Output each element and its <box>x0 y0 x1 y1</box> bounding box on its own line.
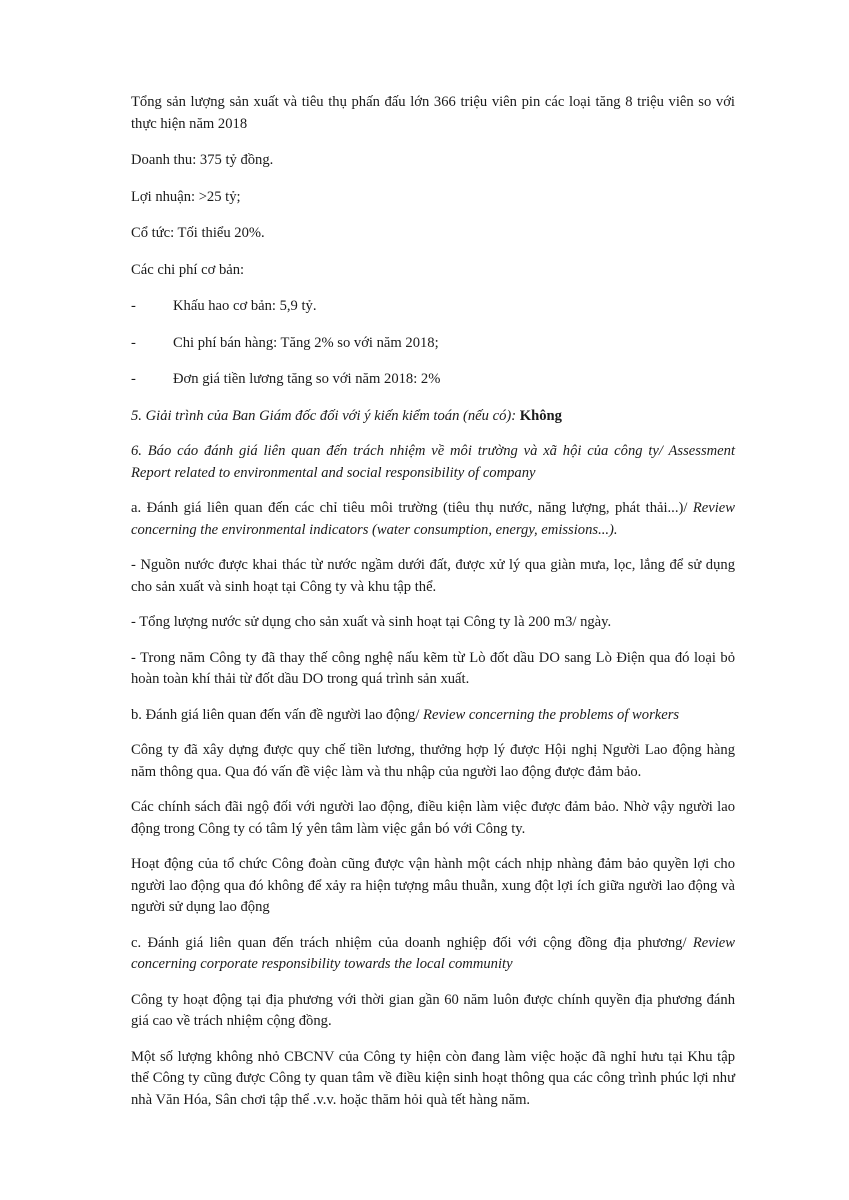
costs-heading: Các chi phí cơ bản: <box>131 261 245 278</box>
subsection-b-vi: b. Đánh giá liên quan đến vấn đề người lao động/ <box>131 706 420 723</box>
community-item: Một số lượng không nhỏ CBCNV của Công ty hiện còn đang làm việc hoặc đã nghỉ hưu tại Khu tập thể Công ty cũng được Công ty quan tâm về điều kiện sinh hoạt thông qua các công trình phúc lợi như nhà Văn Hóa, Sân chơi tập thể .v.v. hoặc thăm hỏi quà tết hàng năm. <box>131 1048 735 1108</box>
subsection-a-heading <box>131 498 735 541</box>
subsection-b-heading <box>131 705 735 727</box>
section-6-heading-text: 6. Báo cáo đánh giá liên quan đến trách nhiệm về môi trường và xã hội của công ty/ Assessment Report related to environmental and social responsibility of company <box>131 443 735 481</box>
cost-item-text: Chi phí bán hàng: Tăng 2% so với năm 2018; <box>173 334 439 351</box>
subsection-a-vi: a. Đánh giá liên quan đến các chỉ tiêu môi trường (tiêu thụ nước, năng lượng, phát thải...)/ <box>131 500 688 516</box>
cost-item <box>131 369 735 391</box>
worker-item: Hoạt động của tổ chức Công đoàn cũng được vận hành một cách nhịp nhàng đảm bảo quyền lợi cho người lao động qua đó không để xảy ra hiện tượng mâu thuẫn, xung đột lợi ích giữa người lao động và người sử dụng lao động <box>131 856 735 915</box>
cost-item <box>131 333 735 355</box>
section-5-answer: Không <box>519 407 562 424</box>
env-item: - Nguồn nước được khai thác từ nước ngầm dưới đất, được xử lý qua giàn mưa, lọc, lắng để sử dụng cho sản xuất và sinh hoạt tại Công ty và khu tập thể. <box>131 557 735 595</box>
worker-item: Các chính sách đãi ngộ đối với người lao động, điều kiện làm việc được đảm bảo. Nhờ vậy người lao động trong Công ty có tâm lý yên tâm làm việc gắn bó với Công ty. <box>131 799 735 837</box>
revenue-target: Doanh thu: 375 tỷ đồng. <box>131 152 274 168</box>
cost-item <box>131 296 735 318</box>
subsection-c-vi: c. Đánh giá liên quan đến trách nhiệm của doanh nghiệp đối với cộng đồng địa phương/ <box>131 934 687 951</box>
dash-marker: - <box>131 371 136 387</box>
subsection-a-en: Review concerning the environmental indicators (water consumption, energy, emissions...). <box>131 500 735 538</box>
env-item: - Trong năm Công ty đã thay thế công nghệ nấu kẽm từ Lò đốt dầu DO sang Lò Điện qua đó loại bỏ hoàn toàn khí thải từ đốt dầu DO trong quá trình sản xuất. <box>131 649 735 687</box>
cost-item-text: Đơn giá tiền lương tăng so với năm 2018: 2% <box>173 371 441 387</box>
subsection-c-heading <box>131 933 735 976</box>
section-6-heading <box>131 441 735 484</box>
section-5-text: 5. Giải trình của Ban Giám đốc đối với ý kiến kiểm toán (nếu có): <box>131 407 517 424</box>
subsection-c-en: Review concerning corporate responsibility towards the local community <box>131 934 735 972</box>
dash-marker: - <box>131 298 136 314</box>
dash-marker: - <box>131 334 136 351</box>
env-item: - Tổng lượng nước sử dụng cho sản xuất và sinh hoạt tại Công ty là 200 m3/ ngày. <box>131 614 612 630</box>
report-body <box>131 92 735 1125</box>
worker-item: Công ty đã xây dựng được quy chế tiền lương, thưởng hợp lý được Hội nghị Người Lao động hàng năm thông qua. Qua đó vấn đề việc làm và thu nhập của người lao động được đảm bảo. <box>131 742 735 780</box>
dividend-target: Cổ tức: Tối thiểu 20%. <box>131 225 265 241</box>
subsection-b-en: Review concerning the problems of workers <box>423 706 680 723</box>
profit-target: Lợi nhuận: >25 tỷ; <box>131 188 241 205</box>
production-target: Tổng sản lượng sản xuất và tiêu thụ phấn đấu lớn 366 triệu viên pin các loại tăng 8 triệu viên so với thực hiện năm 2018 <box>131 94 735 132</box>
section-5 <box>131 406 735 428</box>
cost-item-text: Khấu hao cơ bản: 5,9 tỷ. <box>173 298 317 314</box>
community-item: Công ty hoạt động tại địa phương với thời gian gần 60 năm luôn được chính quyền địa phương đánh giá cao về trách nhiệm cộng đồng. <box>131 991 735 1029</box>
